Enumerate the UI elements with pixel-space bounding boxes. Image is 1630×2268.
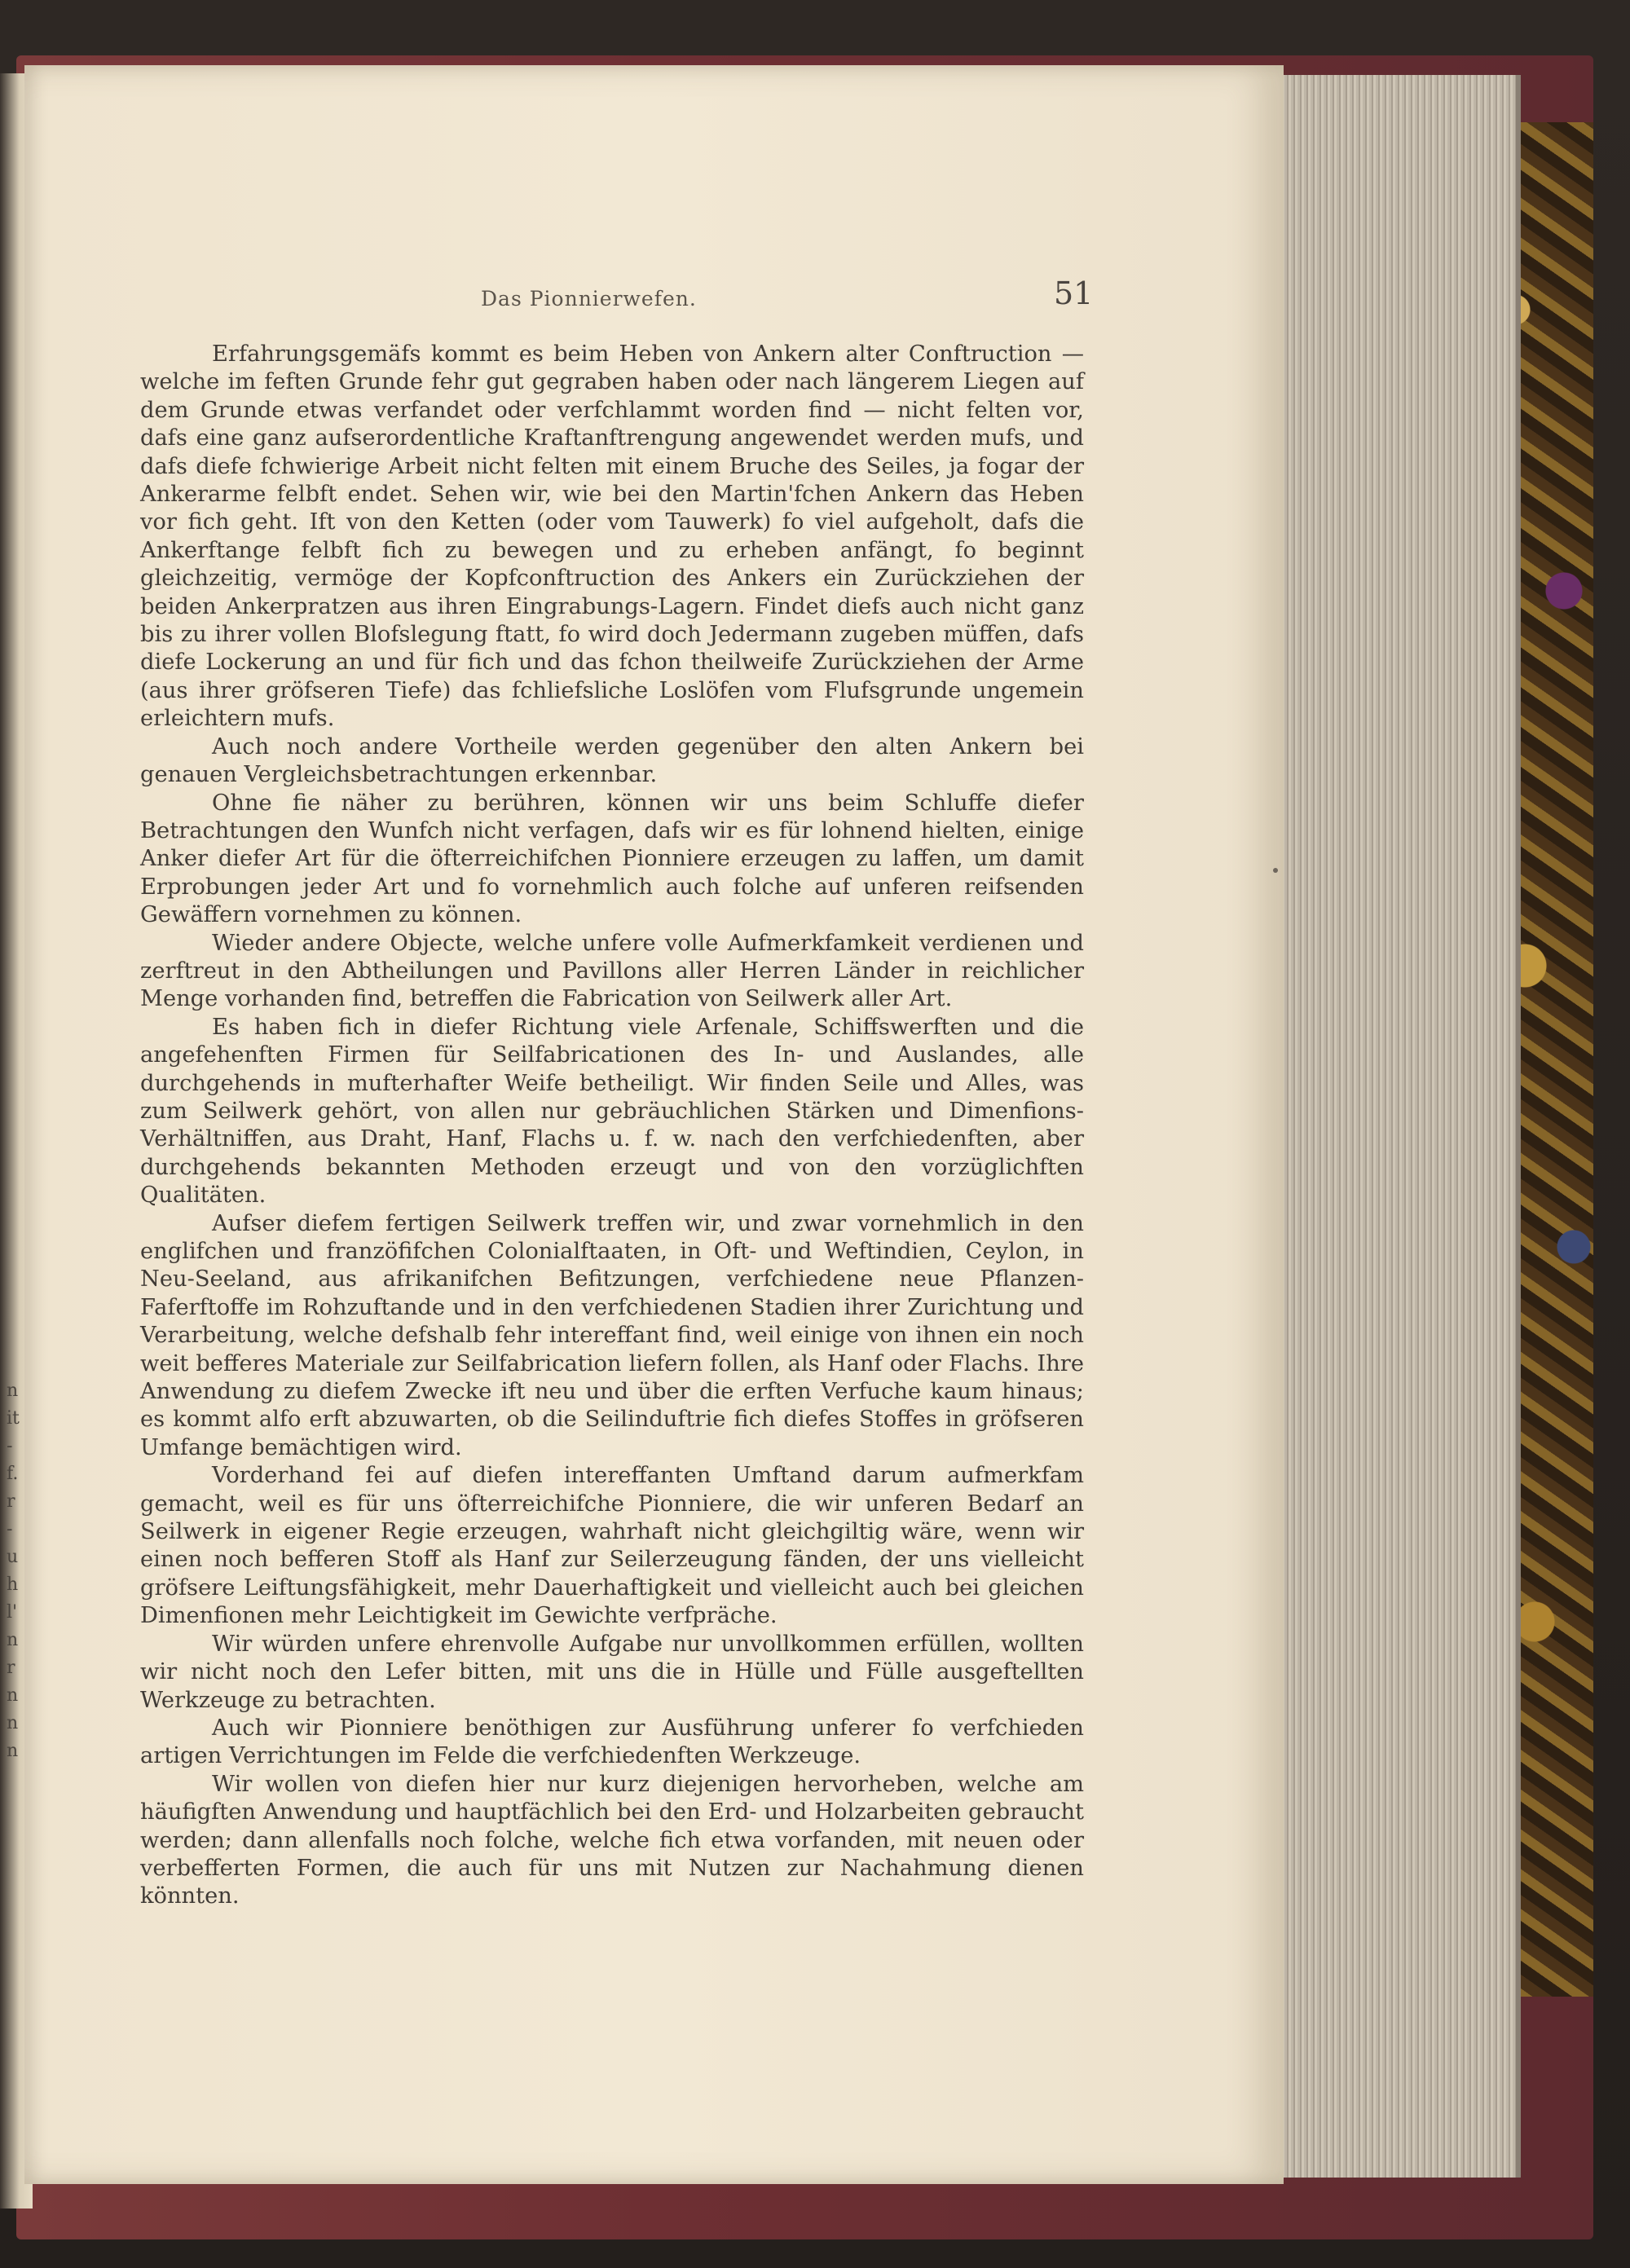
margin-fragment: it <box>7 1408 20 1429</box>
paragraph: Erfahrungsgemäfs kommt es beim Heben von Ankern alter Conftruction — welche im feften Grunde fehr gut gegraben haben oder nach längerem Liegen auf dem Grunde etwas verfandet oder verfchlammt worden find — nicht felten vor, dafs eine ganz aufserordentliche Kraftanftrengung angewendet werden mufs, und dafs diefe fchwierige Arbeit nicht felten mit einem Bruche des Seiles, ja fogar der Ankerarme felbft endet. Sehen wir, wie bei den Martin'fchen Ankern das Heben vor fich geht. Ift von den Ketten (oder vom Tauwerk) fo viel aufgeholt, dafs die Ankerftange felbft fich zu bewegen und zu erheben anfängt, fo beginnt gleichzeitig, vermöge der Kopfconftruction des Ankers ein Zurückziehen der beiden Ankerpratzen aus ihren Eingrabungs-Lagern. Findet diefs auch nicht ganz bis zu ihrer vollen Blofslegung ftatt, fo wird doch Jedermann zugeben müffen, dafs diefe Lockerung an und für fich und das fchon theilweife Zurückziehen der Arme (aus ihrer gröfseren Tiefe) das fchliefsliche Loslöfen vom Flufsgrunde ungemein erleichtern mufs. <box>140 341 1084 732</box>
paragraph: Es haben fich in diefer Richtung viele Arfenale, Schiffswerften und die angefehenften Firmen für Seilfabricationen des In- und Auslandes, alle durchgehends in mufterhafter Weife betheiligt. Wir finden Seile und Alles, was zum Seilwerk gehört, von allen nur gebräuchlichen Stärken und Dimenfions-Verhältniffen, aus Draht, Hanf, Flachs u. f. w. nach den verfchiedenften, aber durchgehends bekannten Methoden erzeugt und von den vorzüglichften Qualitäten. <box>140 1014 1084 1209</box>
margin-fragment: n <box>7 1685 19 1706</box>
margin-fragment: n <box>7 1630 19 1650</box>
paragraph: Auch noch andere Vortheile werden gegenüber den alten Ankern bei genauen Vergleichsbetrachtungen erkennbar. <box>140 733 1084 788</box>
margin-fragment: n <box>7 1713 19 1733</box>
margin-fragment: r <box>7 1658 15 1678</box>
paragraph: Vorderhand fei auf diefen intereffanten Umftand darum aufmerkfam gemacht, weil es für uns öfterreichifche Pionniere, die wir unferen Bedarf an Seilwerk in eigener Regie erzeugen, wahrhaft nicht gleichgiltig wäre, wenn wir einen noch befferen Stoff als Hanf zur Seilerzeugung fänden, der uns vielleicht gröfsere Leiftungsfähigkeit, mehr Dauerhaftigkeit und vielleicht auch bei gleichen Dimenfionen mehr Leichtigkeit im Gewichte verfpräche. <box>140 1463 1084 1629</box>
running-head: Das Pionnierwefen. <box>481 287 697 310</box>
paragraph: Wieder andere Objecte, welche unfere volle Aufmerkfamkeit verdienen und zerftreut in den Abtheilungen und Pavillons aller Herren Länder in reichlicher Menge vorhanden find, betreffen die Fabrication von Seilwerk aller Art. <box>140 930 1084 1012</box>
margin-fragment: - <box>7 1436 13 1456</box>
margin-fragment: - <box>7 1519 13 1539</box>
page-number: 51 <box>1054 275 1094 311</box>
paragraph: Wir wollen von diefen hier nur kurz diejenigen hervorheben, welche am häufigften Anwendung und hauptfächlich bei den Erd- und Holzarbeiten gebraucht werden; dann allenfalls noch folche, welche fich etwa vorfanden, mit neuen oder verbefferten Formen, die auch für uns mit Nutzen zur Nachahmung dienen könnten. <box>140 1771 1084 1909</box>
ink-speck <box>1273 868 1278 873</box>
margin-fragment: n <box>7 1381 19 1401</box>
paragraph: Wir würden unfere ehrenvolle Aufgabe nur unvollkommen erfüllen, wollten wir nicht noch den Lefer bitten, mit uns die in Hülle und Fülle ausgeftellten Werkzeuge zu betrachten. <box>140 1631 1084 1713</box>
margin-fragment: u <box>7 1547 19 1567</box>
left-margin-fragments <box>7 1377 23 1765</box>
paragraph: Ohne fie näher zu berühren, können wir uns beim Schluffe diefer Betrachtungen den Wunfch nicht verfagen, dafs wir es für lohnend hielten, einige Anker diefer Art für die öfterreichifchen Pionniere erzeugen zu laffen, um damit Erprobungen jeder Art und fo vornehmlich auch folche auf unferen reifsenden Gewäffern vornehmen zu können. <box>140 790 1084 928</box>
body-text <box>140 341 1084 1911</box>
margin-fragment: r <box>7 1491 15 1512</box>
margin-fragment: n <box>7 1741 19 1761</box>
margin-fragment: f. <box>7 1464 19 1484</box>
margin-fragment: l' <box>7 1602 18 1623</box>
margin-fragment: h <box>7 1574 19 1595</box>
paragraph: Aufser diefem fertigen Seilwerk treffen wir, und zwar vornehmlich in den englifchen und franzöfifchen Colonialftaaten, in Oft- und Weftindien, Ceylon, in Neu-Seeland, aus afrikanifchen Befitzungen, verfchiedene neue Pflanzen-Faferftoffe im Rohzuftande und in den verfchiedenen Stadien ihrer Zurichtung und Verarbeitung, welche defshalb fehr intereffant find, weil einige von ihnen ein noch weit befferes Materiale zur Seilfabrication liefern follen, als Hanf oder Flachs. Ihre Anwendung zu diefem Zwecke ift neu und über die erften Verfuche kaum hinaus; es kommt alfo erft abzuwarten, ob die Seilinduftrie fich diefes Stoffes in gröfseren Umfange bemächtigen wird. <box>140 1210 1084 1460</box>
page-edges <box>1271 75 1521 2178</box>
paragraph: Auch wir Pionniere benöthigen zur Ausführung unferer fo verfchieden artigen Verrichtungen im Felde die verfchiedenften Werkzeuge. <box>140 1715 1084 1769</box>
